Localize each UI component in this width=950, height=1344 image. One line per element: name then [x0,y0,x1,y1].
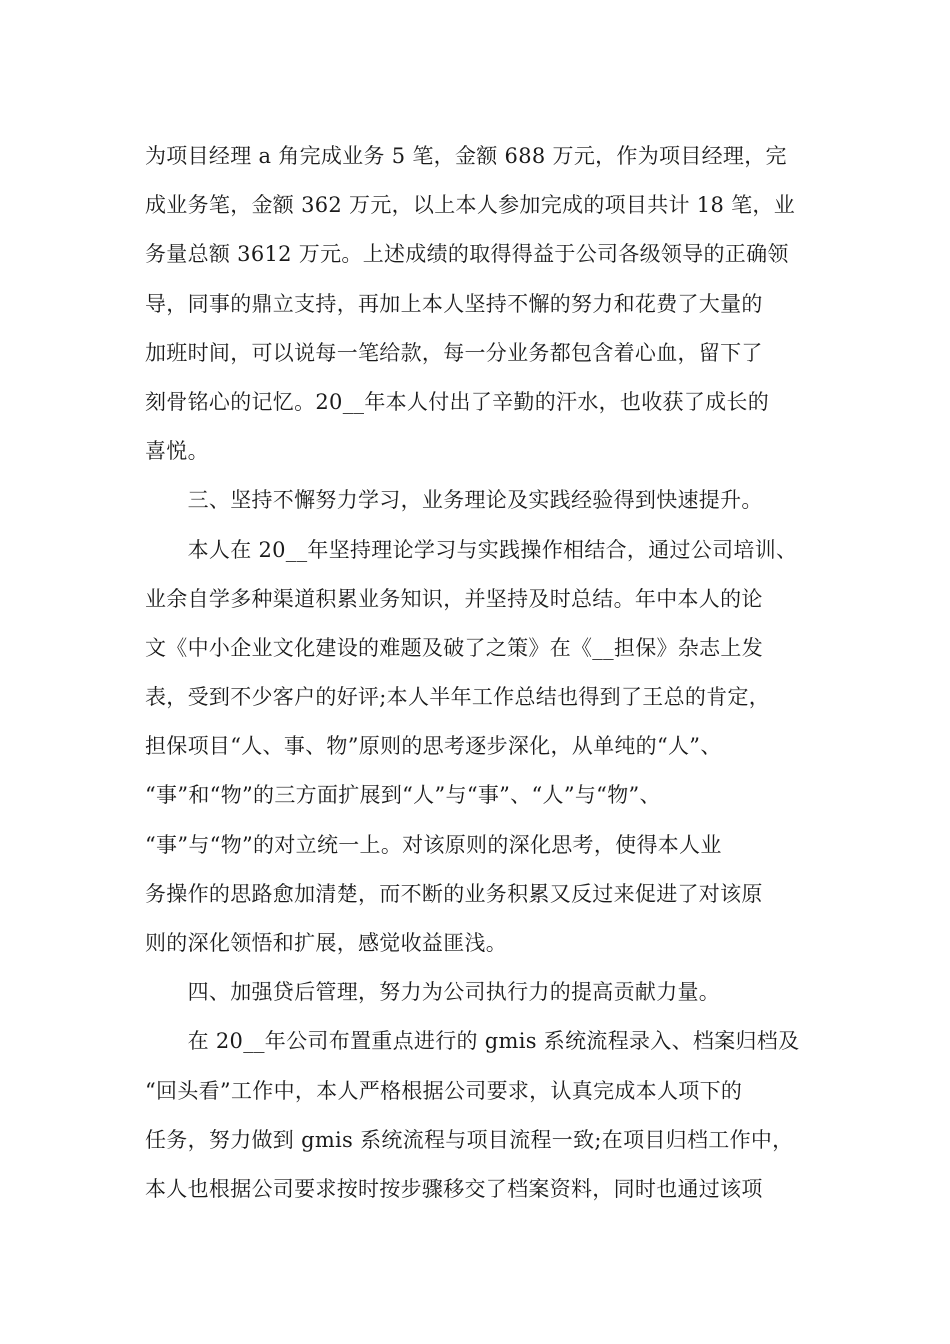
text-line: 则的深化领悟和扩展，感觉收益匪浅。 [145,931,508,955]
text-line: “事”和“物”的三方面扩展到“人”与“事”、“人”与“物”、 [145,783,661,808]
section-heading-3: 三、坚持不懈努力学习，业务理论及实践经验得到快速提升。 [145,488,763,513]
text-line: 本人在 20__年坚持理论学习与实践操作相结合，通过公司培训、 [145,537,798,562]
text-line: 业余自学多种渠道积累业务知识，并坚持及时总结。年中本人的论 [145,586,763,611]
section-heading-4: 四、加强贷后管理，努力为公司执行力的提高贡献力量。 [145,980,721,1005]
text-line: 本人也根据公司要求按时按步骤移交了档案资料，同时也通过该项 [145,1176,763,1201]
text-line: 导，同事的鼎立支持，再加上本人坚持不懈的努力和花费了大量的 [145,291,763,316]
text-line: 刻骨铭心的记忆。20__年本人付出了辛勤的汗水，也收获了成长的 [145,389,770,414]
text-line: 担保项目“人、事、物”原则的思考逐步深化，从单纯的“人”、 [145,734,722,759]
body-text [145,132,810,1214]
text-line: 加班时间，可以说每一笔给款，每一分业务都包含着心血，留下了 [145,340,763,365]
text-line: 务操作的思路愈加清楚，而不断的业务积累又反过来促进了对该原 [145,881,763,906]
text-line: 务量总额 3612 万元。上述成绩的取得得益于公司各级领导的正确领 [145,242,789,267]
text-line: “回头看”工作中，本人严格根据公司要求，认真完成本人项下的 [145,1078,743,1103]
text-line: 喜悦。 [145,439,209,464]
text-line: 文《中小企业文化建设的难题及破了之策》在《__担保》杂志上发 [145,635,763,660]
text-line: 在 20__年公司布置重点进行的 gmis 系统流程录入、档案归档及 [145,1029,800,1054]
text-line: 任务，努力做到 gmis 系统流程与项目流程一致;在项目归档工作中， [145,1127,794,1152]
text-line: 为项目经理 a 角完成业务 5 笔，金额 688 万元，作为项目经理，完 [145,144,787,168]
text-line: 成业务笔，金额 362 万元，以上本人参加完成的项目共计 18 笔，业 [145,193,796,218]
text-line: “事”与“物”的对立统一上。对该原则的深化思考，使得本人业 [145,832,722,857]
text-line: 表，受到不少客户的好评;本人半年工作总结也得到了王总的肯定， [145,685,771,710]
